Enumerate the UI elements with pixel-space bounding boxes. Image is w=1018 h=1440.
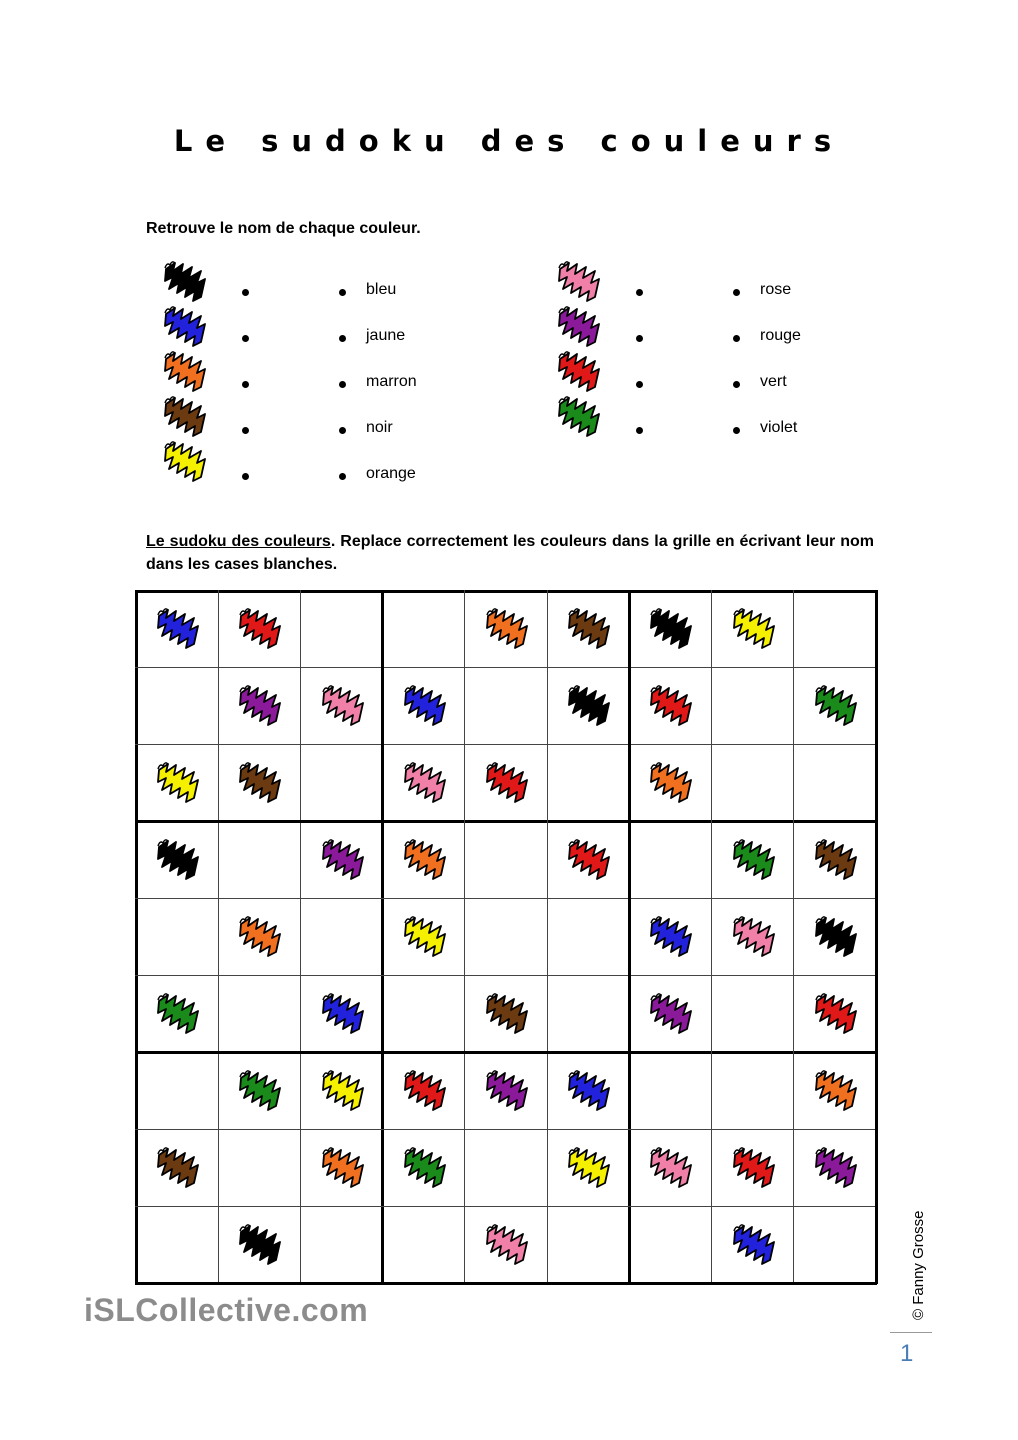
bleu-scribble-icon: [647, 914, 693, 960]
sudoku-empty-cell[interactable]: [465, 668, 547, 745]
orange-scribble-icon: [483, 606, 529, 652]
sudoku-empty-cell[interactable]: [547, 975, 629, 1052]
sudoku-empty-cell[interactable]: [218, 1129, 300, 1206]
left-word-dot[interactable]: [339, 473, 346, 480]
color-swatch-noir-icon: [161, 259, 207, 305]
vert-scribble-icon: [730, 837, 776, 883]
sudoku-cell-orange: [794, 1052, 876, 1129]
sudoku-cell-noir: [547, 668, 629, 745]
sudoku-cell-rouge: [794, 975, 876, 1052]
color-word-marron: marron: [366, 373, 417, 390]
right-swatch-dot[interactable]: [636, 427, 643, 434]
orange-scribble-icon: [812, 1068, 858, 1114]
jaune-scribble-icon: [565, 1145, 611, 1191]
right-word-dot[interactable]: [733, 289, 740, 296]
sudoku-cell-marron: [218, 745, 300, 822]
jaune-scribble-icon: [319, 1068, 365, 1114]
grid-line: [135, 898, 877, 899]
sudoku-cell-marron: [465, 975, 547, 1052]
sudoku-cell-noir: [629, 591, 711, 668]
page-number: 1: [900, 1340, 914, 1367]
grid-line: [135, 820, 877, 823]
right-swatch-dot[interactable]: [636, 289, 643, 296]
marron-scribble-icon: [236, 760, 282, 806]
marron-scribble-icon: [483, 991, 529, 1037]
grid-line: [300, 590, 301, 1284]
left-word-dot[interactable]: [339, 289, 346, 296]
marron-scribble-icon: [812, 837, 858, 883]
grid-line: [381, 590, 384, 1284]
sudoku-empty-cell[interactable]: [794, 745, 876, 822]
sudoku-cell-rose: [465, 1206, 547, 1283]
page-title: Le sudoku des couleurs: [173, 124, 845, 158]
grid-line: [135, 1282, 877, 1285]
sudoku-cell-rouge: [629, 668, 711, 745]
violet-scribble-icon: [812, 1145, 858, 1191]
sudoku-cell-orange: [383, 822, 465, 899]
sudoku-cell-rose: [300, 668, 382, 745]
rouge-scribble-icon: [812, 991, 858, 1037]
color-swatch-marron-icon: [161, 394, 207, 440]
color-word-vert: vert: [760, 373, 787, 390]
sudoku-empty-cell[interactable]: [136, 1052, 218, 1129]
sudoku-empty-cell[interactable]: [547, 745, 629, 822]
sudoku-cell-jaune: [300, 1052, 382, 1129]
sudoku-cell-bleu: [629, 899, 711, 976]
exercise1-instruction: Retrouve le nom de chaque couleur.: [146, 220, 421, 237]
color-swatch-violet-icon: [555, 304, 601, 350]
color-swatch-rose-icon: [555, 259, 601, 305]
sudoku-empty-cell[interactable]: [712, 745, 794, 822]
sudoku-cell-jaune: [136, 745, 218, 822]
sudoku-cell-vert: [712, 822, 794, 899]
left-swatch-dot[interactable]: [242, 289, 249, 296]
sudoku-cell-orange: [300, 1129, 382, 1206]
grid-line: [711, 590, 712, 1284]
violet-scribble-icon: [319, 837, 365, 883]
violet-scribble-icon: [483, 1068, 529, 1114]
grid-line: [135, 590, 138, 1284]
sudoku-empty-cell[interactable]: [383, 591, 465, 668]
grid-line: [135, 744, 877, 745]
sudoku-empty-cell[interactable]: [300, 899, 382, 976]
copyright: © Fanny Grosse: [910, 1210, 927, 1320]
rose-scribble-icon: [319, 683, 365, 729]
sudoku-cell-rouge: [218, 591, 300, 668]
vert-scribble-icon: [154, 991, 200, 1037]
sudoku-cell-marron: [547, 591, 629, 668]
marron-scribble-icon: [565, 606, 611, 652]
sudoku-cell-vert: [136, 975, 218, 1052]
sudoku-empty-cell[interactable]: [383, 1206, 465, 1283]
sudoku-cell-rouge: [465, 745, 547, 822]
vert-scribble-icon: [401, 1145, 447, 1191]
rouge-scribble-icon: [565, 837, 611, 883]
left-swatch-dot[interactable]: [242, 335, 249, 342]
sudoku-cell-jaune: [712, 591, 794, 668]
sudoku-cell-rouge: [383, 1052, 465, 1129]
sudoku-cell-rose: [712, 899, 794, 976]
vert-scribble-icon: [236, 1068, 282, 1114]
sudoku-empty-cell[interactable]: [547, 1206, 629, 1283]
sudoku-empty-cell[interactable]: [218, 975, 300, 1052]
color-word-rouge: rouge: [760, 327, 801, 344]
color-word-jaune: jaune: [366, 327, 406, 344]
rouge-scribble-icon: [401, 1068, 447, 1114]
sudoku-cell-bleu: [547, 1052, 629, 1129]
jaune-scribble-icon: [154, 760, 200, 806]
sudoku-cell-orange: [629, 745, 711, 822]
sudoku-empty-cell[interactable]: [465, 822, 547, 899]
rouge-scribble-icon: [483, 760, 529, 806]
noir-scribble-icon: [565, 683, 611, 729]
sudoku-cell-vert: [218, 1052, 300, 1129]
right-word-dot[interactable]: [733, 335, 740, 342]
sudoku-cell-noir: [794, 899, 876, 976]
sudoku-cell-vert: [383, 1129, 465, 1206]
sudoku-cell-violet: [300, 822, 382, 899]
color-swatch-rouge-icon: [555, 349, 601, 395]
right-swatch-dot[interactable]: [636, 381, 643, 388]
orange-scribble-icon: [401, 837, 447, 883]
sudoku-empty-cell[interactable]: [794, 1206, 876, 1283]
sudoku-cell-violet: [629, 975, 711, 1052]
sudoku-empty-cell[interactable]: [547, 899, 629, 976]
sudoku-cell-rose: [383, 745, 465, 822]
bleu-scribble-icon: [565, 1068, 611, 1114]
left-swatch-dot[interactable]: [242, 473, 249, 480]
orange-scribble-icon: [236, 914, 282, 960]
sudoku-empty-cell[interactable]: [794, 591, 876, 668]
sudoku-cell-bleu: [383, 668, 465, 745]
sudoku-cell-rose: [629, 1129, 711, 1206]
grid-line: [135, 590, 877, 593]
rouge-scribble-icon: [647, 683, 693, 729]
noir-scribble-icon: [812, 914, 858, 960]
sudoku-empty-cell[interactable]: [712, 1052, 794, 1129]
right-swatch-dot[interactable]: [636, 335, 643, 342]
sudoku-empty-cell[interactable]: [465, 899, 547, 976]
jaune-scribble-icon: [401, 914, 447, 960]
sudoku-empty-cell[interactable]: [300, 1206, 382, 1283]
color-swatch-vert-icon: [555, 394, 601, 440]
rose-scribble-icon: [401, 760, 447, 806]
sudoku-cell-vert: [794, 668, 876, 745]
grid-line: [464, 590, 465, 1284]
bleu-scribble-icon: [401, 683, 447, 729]
grid-line: [218, 590, 219, 1284]
exercise2-instruction-text: . Replace correctement les couleurs dans la grille en écrivant leur nom dans les cases blanches.: [146, 533, 875, 573]
marron-scribble-icon: [154, 1145, 200, 1191]
sudoku-empty-cell[interactable]: [218, 822, 300, 899]
orange-scribble-icon: [647, 760, 693, 806]
right-word-dot[interactable]: [733, 427, 740, 434]
color-word-bleu: bleu: [366, 281, 397, 298]
grid-line: [875, 590, 878, 1284]
grid-line: [547, 590, 548, 1284]
sudoku-cell-bleu: [300, 975, 382, 1052]
sudoku-empty-cell[interactable]: [136, 899, 218, 976]
bleu-scribble-icon: [154, 606, 200, 652]
sudoku-cell-marron: [136, 1129, 218, 1206]
color-swatch-orange-icon: [161, 349, 207, 395]
sudoku-empty-cell[interactable]: [300, 591, 382, 668]
rose-scribble-icon: [483, 1222, 529, 1268]
color-word-rose: rose: [760, 281, 792, 298]
vert-scribble-icon: [812, 683, 858, 729]
sudoku-cell-rouge: [547, 822, 629, 899]
grid-line: [135, 667, 877, 668]
violet-scribble-icon: [236, 683, 282, 729]
left-word-dot[interactable]: [339, 381, 346, 388]
sudoku-grid: [136, 591, 876, 1283]
rose-scribble-icon: [730, 914, 776, 960]
grid-line: [628, 590, 631, 1284]
sudoku-empty-cell[interactable]: [136, 1206, 218, 1283]
rouge-scribble-icon: [730, 1145, 776, 1191]
sudoku-cell-violet: [218, 668, 300, 745]
sudoku-empty-cell[interactable]: [629, 1052, 711, 1129]
sudoku-empty-cell[interactable]: [300, 745, 382, 822]
grid-line: [135, 1206, 877, 1207]
sudoku-cell-violet: [465, 1052, 547, 1129]
exercise2-instruction: [146, 530, 874, 576]
rouge-scribble-icon: [236, 606, 282, 652]
sudoku-empty-cell[interactable]: [712, 975, 794, 1052]
color-word-noir: noir: [366, 419, 393, 436]
sudoku-empty-cell[interactable]: [465, 1129, 547, 1206]
bleu-scribble-icon: [730, 1222, 776, 1268]
footer-divider: [890, 1332, 932, 1333]
site-logo: iSLCollective.com: [84, 1292, 369, 1328]
sudoku-cell-noir: [218, 1206, 300, 1283]
sudoku-cell-bleu: [712, 1206, 794, 1283]
noir-scribble-icon: [236, 1222, 282, 1268]
noir-scribble-icon: [647, 606, 693, 652]
sudoku-empty-cell[interactable]: [629, 822, 711, 899]
color-swatch-bleu-icon: [161, 304, 207, 350]
sudoku-cell-rouge: [712, 1129, 794, 1206]
rose-scribble-icon: [647, 1145, 693, 1191]
sudoku-cell-orange: [465, 591, 547, 668]
right-word-dot[interactable]: [733, 381, 740, 388]
violet-scribble-icon: [647, 991, 693, 1037]
sudoku-cell-bleu: [136, 591, 218, 668]
grid-line: [135, 1051, 877, 1054]
noir-scribble-icon: [154, 837, 200, 883]
sudoku-empty-cell[interactable]: [383, 975, 465, 1052]
jaune-scribble-icon: [730, 606, 776, 652]
exercise2-instruction-title: Le sudoku des couleurs: [146, 533, 331, 550]
grid-line: [793, 590, 794, 1284]
left-swatch-dot[interactable]: [242, 427, 249, 434]
left-word-dot[interactable]: [339, 335, 346, 342]
sudoku-cell-noir: [136, 822, 218, 899]
grid-line: [135, 1129, 877, 1130]
color-swatch-jaune-icon: [161, 439, 207, 485]
bleu-scribble-icon: [319, 991, 365, 1037]
grid-line: [135, 975, 877, 976]
left-word-dot[interactable]: [339, 427, 346, 434]
color-word-violet: violet: [760, 419, 798, 436]
sudoku-empty-cell[interactable]: [712, 668, 794, 745]
sudoku-empty-cell[interactable]: [136, 668, 218, 745]
left-swatch-dot[interactable]: [242, 381, 249, 388]
sudoku-cell-marron: [794, 822, 876, 899]
sudoku-empty-cell[interactable]: [629, 1206, 711, 1283]
sudoku-cell-jaune: [383, 899, 465, 976]
sudoku-cell-violet: [794, 1129, 876, 1206]
color-word-orange: orange: [366, 465, 416, 482]
sudoku-cell-orange: [218, 899, 300, 976]
orange-scribble-icon: [319, 1145, 365, 1191]
sudoku-cell-jaune: [547, 1129, 629, 1206]
